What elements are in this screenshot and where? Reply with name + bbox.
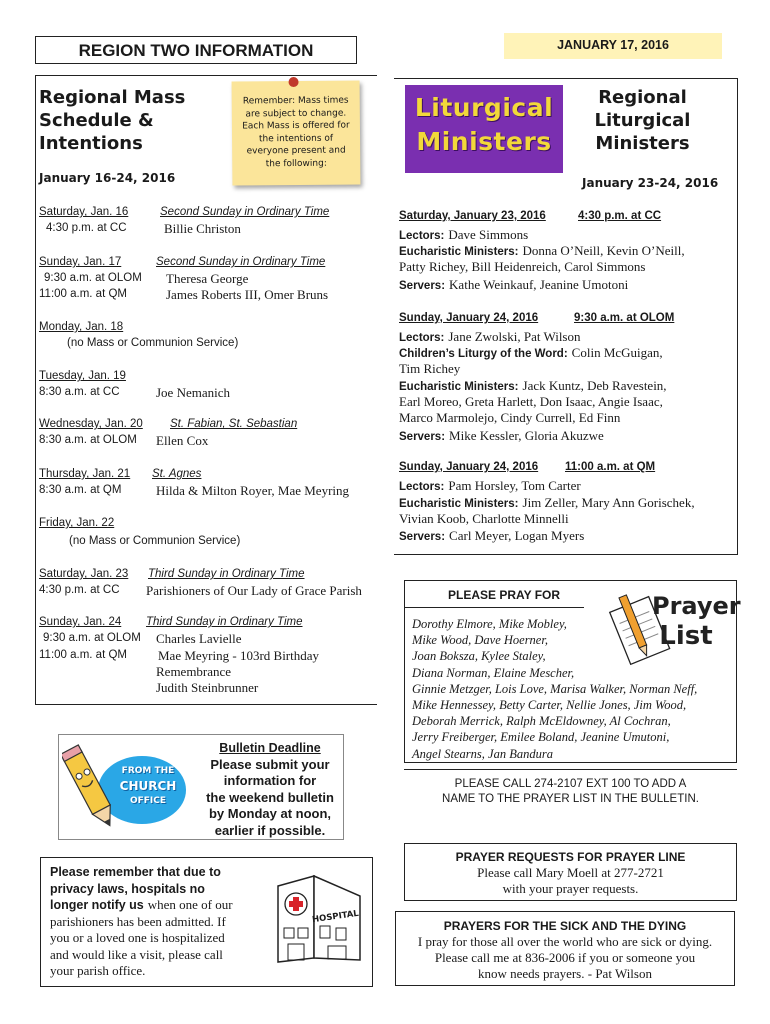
s2-servers-label: Servers: [399,431,446,443]
s2-cl-names-1: Colin McGuigan, [571,345,663,360]
privacy-bold-3: longer notify us [50,898,144,912]
sun-jan17-time-1: 9:30 a.m. at OLOM [44,272,142,284]
mass-title-1: Regional Mass [39,87,186,108]
s2-em [399,377,667,395]
privacy-text-3: when one of our [147,897,233,912]
prayer-line-2: with your prayer requests. [502,881,639,896]
ministers-title-1: Regional [598,87,687,108]
sun-jan24-intention-2: Mae Meyring - 103rd Birthday [158,648,320,663]
sun-jan24-intention-4: Judith Steinbrunner [156,680,259,695]
bulletin-title: Bulletin Deadline [219,741,321,755]
privacy-text-6: and would like a visit, please call [50,946,223,962]
hospital-icon [270,868,366,968]
s2-lectors-label: Lectors: [399,332,445,344]
s1-servers-label: Servers: [399,280,446,292]
ministers-title-2: Liturgical [594,110,691,131]
pray-names-2: Mike Wood, Dave Hoerner, [412,633,548,648]
sun-jan24-time-1: 9:30 a.m. at OLOM [43,632,141,644]
s3-em [399,494,695,512]
tue-jan19-intention: Joe Nemanich [156,385,231,400]
bulletin-line-4: by Monday at noon, [208,806,332,821]
privacy-text-4: parishioners has been admitted. If [50,913,226,929]
sun-jan17-intention-2: James Roberts III, Omer Bruns [166,287,329,302]
church-logo-line-3: OFFICE [129,796,167,806]
pray-names-3: Joan Boksza, Kylee Staley, [412,649,546,664]
note-line-4: the intentions of [258,133,334,144]
sat-jan23-intention: Parishioners of Our Lady of Grace Parish [146,583,362,598]
s2-em-names-2: Earl Moreo, Greta Harlett, Don Isaac, Angie Isaac, [399,394,663,409]
sat-jan23-occasion: Third Sunday in Ordinary Time [148,568,305,580]
s1-time: 4:30 p.m. at CC [578,210,662,222]
s3-lectors [399,477,581,495]
s2-cl-label: Children’s Liturgy of the Word: [399,348,568,360]
thu-jan21-occasion: St. Agnes [152,468,202,480]
date-banner [504,33,722,59]
mass-dates: January 16-24, 2016 [39,171,176,185]
sat-jan16-intention: Billie Christon [164,221,241,236]
pray-names-1: Dorothy Elmore, Mike Mobley, [412,617,567,631]
s1-servers [399,276,628,294]
sun-jan24-day: Sunday, Jan. 24 [39,616,122,628]
sun-jan24-intention-1: Charles Lavielle [156,631,242,646]
s1-em [399,242,685,260]
bulletin-line-1: Please submit your [210,756,330,772]
s2-time: 9:30 a.m. at OLOM [574,312,675,324]
sun-jan24-occasion: Third Sunday in Ordinary Time [146,616,303,628]
pray-names-9: Angel Stearns, Jan Bandura [412,746,553,761]
region-title: REGION TWO INFORMATION [78,41,314,60]
pray-names-7: Deborah Merrick, Ralph McEldowney, Al Cochran, [412,714,671,729]
sat-jan16-day: Saturday, Jan. 16 [39,206,129,218]
privacy-bold-1: Please remember that due to [50,865,221,879]
note-line-1: Remember: Mass times [242,95,349,107]
s2-em-label: Eucharistic Ministers: [399,381,519,393]
note-line-6: the following: [265,158,327,169]
s2-childrens-liturgy [399,344,663,362]
note-pin [289,77,299,87]
bulletin-line-2: information for [223,773,317,788]
mass-title-3: Intentions [39,133,143,154]
sick-line-3: know needs prayers. - Pat Wilson [478,966,652,981]
wed-jan20-intention: Ellen Cox [156,433,209,448]
bulletin-line-3: the weekend bulletin [206,789,334,805]
sick-line-2: Please call me at 836-2006 if you or someone you [434,950,696,965]
s1-heading: Saturday, January 23, 2016 [399,210,546,222]
date-text: JANUARY 17, 2016 [557,38,669,52]
tue-jan19-day: Tuesday, Jan. 19 [39,370,126,382]
s3-servers [399,527,584,545]
logo-line-2: Ministers [416,127,552,156]
wed-jan20-time: 8:30 a.m. at OLOM [39,434,137,446]
s2-em-names-3: Marco Marmolejo, Cindy Currell, Ed Finn [399,410,621,425]
church-logo-line-1: FROM THE [121,766,175,776]
s2-em-names-1: Jack Kuntz, Deb Ravestein, [522,378,667,393]
s3-time: 11:00 a.m. at QM [565,461,656,473]
liturgical-ministers-logo [405,85,563,173]
prayer-line-title: PRAYER REQUESTS FOR PRAYER LINE [455,850,686,864]
privacy-text-7: your parish office. [50,963,146,978]
region-title-box [35,36,357,64]
s2-cl-names-2: Tim Richey [399,361,461,376]
s2-lectors-names: Jane Zwolski, Pat Wilson [448,329,581,344]
sun-jan24-time-2: 11:00 a.m. at QM [39,649,127,661]
note-line-3: Each Mass is offered for [242,120,350,132]
s2-servers [399,427,604,445]
prayer-logo-line-1: Prayer [652,592,741,620]
thu-jan21-time: 8:30 a.m. at QM [39,484,122,496]
bulletin-line-5: earlier if possible. [214,822,326,838]
ministers-title-3: Ministers [595,133,690,154]
s3-lectors-label: Lectors: [399,481,445,493]
church-logo-line-2: CHURCH [119,779,177,793]
pray-names-5: Ginnie Metzger, Lois Love, Marisa Walker, Norman Neff, [412,681,698,696]
sick-dying-box [395,911,735,986]
pray-title-underline [404,607,584,608]
s3-servers-names: Carl Meyer, Logan Myers [449,528,585,543]
sun-jan17-intention-1: Theresa George [166,271,249,286]
fri-jan22-note: (no Mass or Communion Service) [69,535,241,547]
s3-servers-label: Servers: [399,531,446,543]
s1-lectors-names: Dave Simmons [448,227,529,242]
sick-title: PRAYERS FOR THE SICK AND THE DYING [443,919,687,933]
pray-title: PLEASE PRAY FOR [448,588,561,602]
sun-jan17-time-2: 11:00 a.m. at QM [39,288,127,300]
mon-jan18-day: Monday, Jan. 18 [39,321,124,333]
sat-jan16-time: 4:30 p.m. at CC [46,222,127,234]
pray-names-6: Mike Hennessey, Betty Carter, Nellie Jones, Jim Wood, [412,698,687,713]
sat-jan23-time: 4:30 p.m. at CC [39,584,120,596]
wed-jan20-occasion: St. Fabian, St. Sebastian [170,418,298,430]
pray-names-4: Diana Norman, Elaine Mescher, [412,665,575,680]
privacy-bold-2: privacy laws, hospitals no [50,881,205,896]
s1-em-label: Eucharistic Ministers: [399,246,519,258]
sun-jan17-day: Sunday, Jan. 17 [39,256,122,268]
church-office-logo [62,742,188,834]
ministers-dates: January 23-24, 2016 [582,176,719,190]
fri-jan22-day: Friday, Jan. 22 [39,517,115,529]
prayer-line-1: Please call Mary Moell at 277-2721 [477,865,664,880]
s2-servers-names: Mike Kessler, Gloria Akuzwe [449,428,604,443]
note-line-2: are subject to change. [245,108,347,119]
prayer-line-box [404,843,737,901]
sick-line-1: I pray for those all over the world who are sick or dying. [417,934,713,949]
tue-jan19-time: 8:30 a.m. at CC [39,386,120,398]
wed-jan20-day: Wednesday, Jan. 20 [39,418,143,430]
s3-heading: Sunday, January 24, 2016 [399,461,539,473]
pray-names-8: Jerry Freiberger, Emilee Boland, Jeanine Umutoni, [412,730,670,745]
thu-jan21-intention: Hilda & Milton Royer, Mae Meyring [156,483,350,498]
s3-lectors-names: Pam Horsley, Tom Carter [448,478,581,493]
s3-em-names-1: Jim Zeller, Mary Ann Gorischek, [522,495,695,510]
note-line-5: everyone present and [246,145,346,157]
ministers-title [580,86,705,155]
privacy-text-5: you or a loved one is hospitalized [50,930,225,945]
reminder-note [232,80,361,185]
s1-servers-names: Kathe Weinkauf, Jeanine Umotoni [449,277,629,292]
sat-jan16-occasion: Second Sunday in Ordinary Time [160,206,330,218]
s1-em-names-2: Patty Richey, Bill Heidenreich, Carol Simmons [399,259,646,274]
s1-em-names-1: Donna O’Neill, Kevin O’Neill, [522,243,685,258]
hospital-label: HOSPITAL [311,908,360,926]
s3-em-label: Eucharistic Ministers: [399,498,519,510]
mon-jan18-note: (no Mass or Communion Service) [67,337,239,349]
thu-jan21-day: Thursday, Jan. 21 [39,468,131,480]
s1-lectors-label: Lectors: [399,230,445,242]
logo-line-1: Liturgical [414,93,554,122]
sun-jan17-occasion: Second Sunday in Ordinary Time [156,256,326,268]
prayer-logo-line-2: List [659,621,713,651]
pray-call-2: NAME TO THE PRAYER LIST IN THE BULLETIN. [442,793,699,805]
sun-jan24-intention-3: Remembrance [156,664,232,679]
sat-jan23-day: Saturday, Jan. 23 [39,568,129,580]
pray-call-1: PLEASE CALL 274-2107 EXT 100 TO ADD A [454,778,687,790]
mass-title-2: Schedule & [39,110,154,131]
pray-call-rule [404,769,737,770]
s2-heading: Sunday, January 24, 2016 [399,312,539,324]
s3-em-names-2: Vivian Koob, Charlotte Minnelli [399,511,569,526]
